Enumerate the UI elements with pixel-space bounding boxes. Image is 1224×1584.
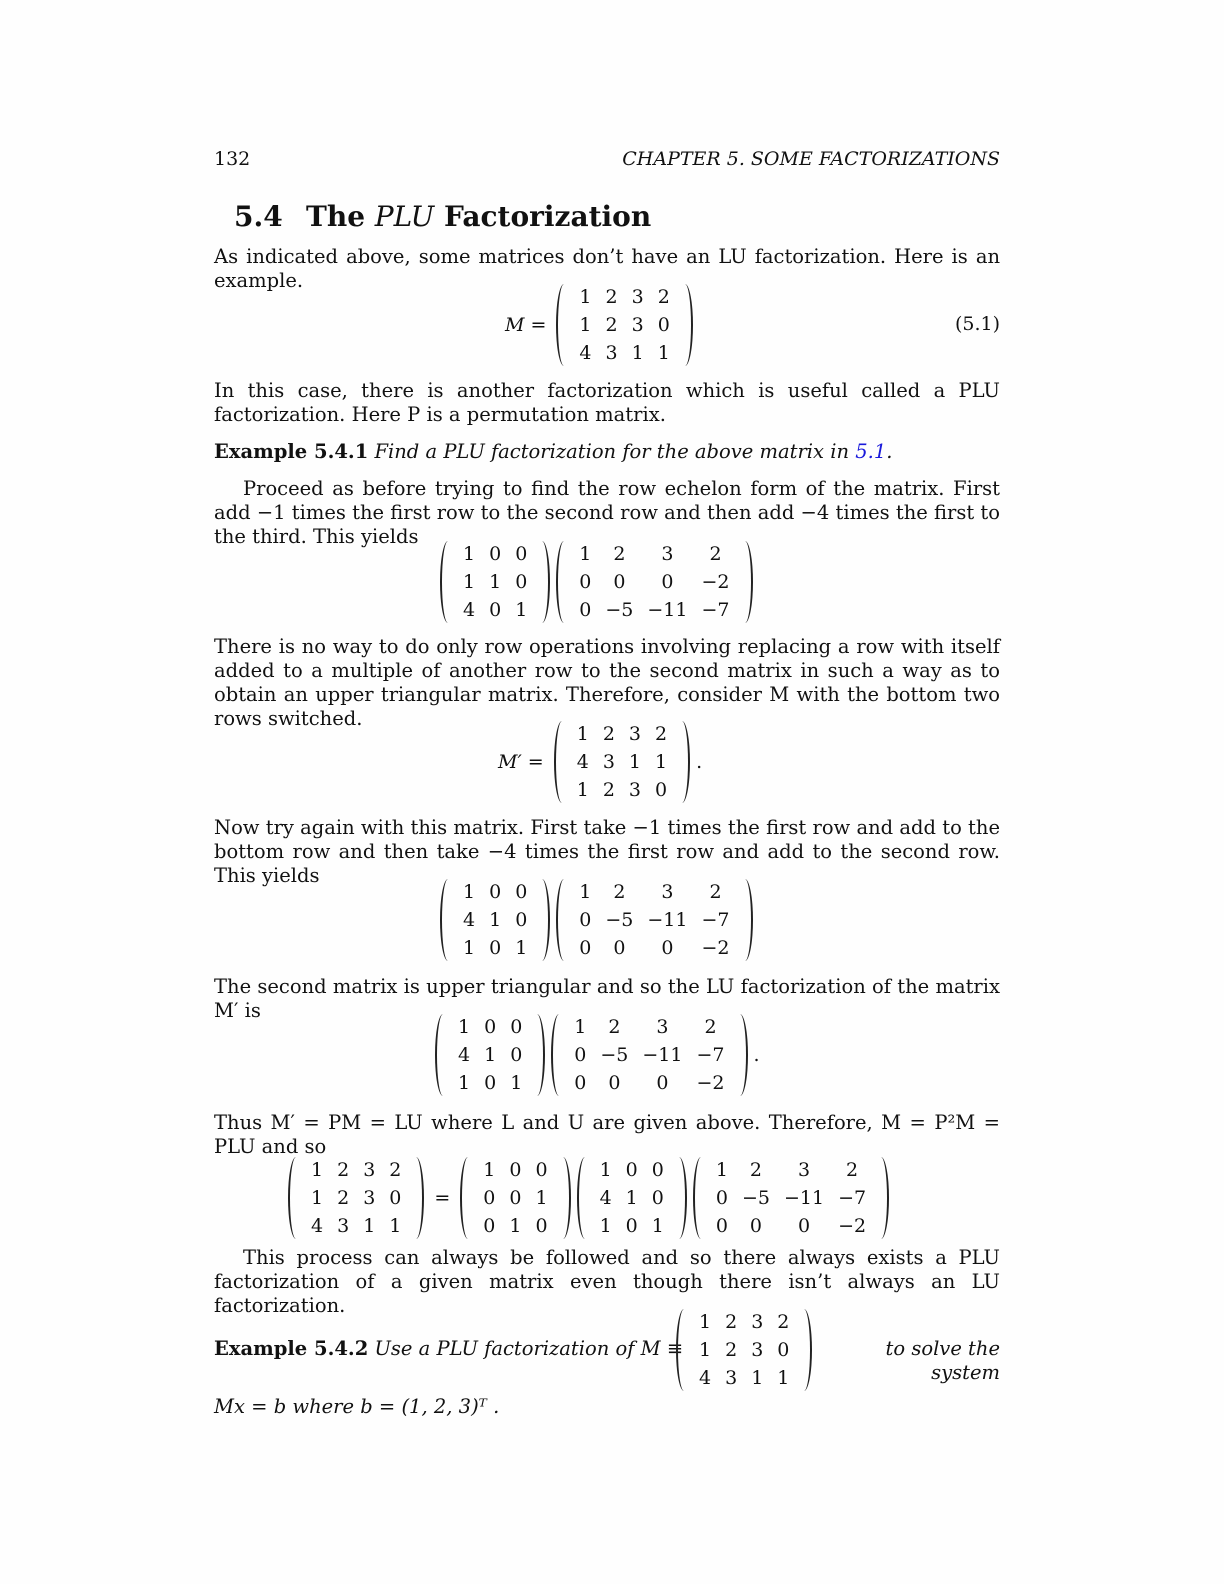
matrix-row bbox=[476, 1212, 554, 1240]
left-paren bbox=[554, 721, 570, 803]
right-paren bbox=[671, 1157, 687, 1239]
right-paren bbox=[529, 1014, 545, 1096]
matrix-entry: 1 bbox=[489, 909, 502, 931]
matrix-entry: 0 bbox=[535, 1159, 548, 1181]
matrix-row bbox=[456, 568, 534, 596]
matrix-entry: 0 bbox=[483, 1215, 496, 1237]
matrix-entry: 4 bbox=[699, 1367, 712, 1389]
matrix-entry: 0 bbox=[656, 1072, 669, 1094]
matrix-entry: 3 bbox=[337, 1215, 350, 1237]
matrix-entry: 2 bbox=[337, 1187, 350, 1209]
matrix-entry: 1 bbox=[484, 1044, 497, 1066]
matrix-row bbox=[567, 1013, 731, 1041]
matrix-row bbox=[572, 906, 736, 934]
matrix-M bbox=[692, 1308, 796, 1392]
matrix-row bbox=[304, 1212, 408, 1240]
left-paren bbox=[460, 1157, 476, 1239]
matrix-entry: 0 bbox=[484, 1016, 497, 1038]
matrix-entry: 3 bbox=[631, 314, 644, 336]
matrix-entry: 1 bbox=[628, 751, 642, 773]
matrix-entry: 1 bbox=[777, 1367, 790, 1389]
matrix-entry: 2 bbox=[709, 543, 722, 565]
matrix-L bbox=[456, 878, 534, 962]
matrix-entry: −11 bbox=[647, 909, 688, 931]
right-paren bbox=[534, 541, 550, 623]
example-matrix bbox=[676, 1308, 812, 1392]
paragraph-intro: As indicated above, some matrices don’t have an LU factorization. Here is an example. bbox=[214, 245, 1000, 292]
matrix-entry: 0 bbox=[509, 1159, 522, 1181]
matrix-entry: 2 bbox=[602, 779, 615, 801]
matrix bbox=[570, 720, 674, 804]
matrix-entry: 2 bbox=[389, 1159, 402, 1181]
matrix-entry: 2 bbox=[613, 543, 626, 565]
equation-lhs: M = bbox=[505, 314, 547, 336]
matrix-entry: 0 bbox=[489, 937, 502, 959]
right-paren bbox=[534, 879, 550, 961]
matrix-entry: 2 bbox=[846, 1159, 859, 1181]
section-title-post: Factorization bbox=[434, 200, 652, 233]
matrix-entry: −2 bbox=[701, 937, 730, 959]
matrix-entry: 3 bbox=[751, 1339, 764, 1361]
matrix-entry: 3 bbox=[628, 779, 642, 801]
matrix-entry: 1 bbox=[458, 1072, 471, 1094]
matrix-entry: 0 bbox=[574, 1072, 587, 1094]
matrix-entry: −2 bbox=[838, 1215, 867, 1237]
paragraph-try-again: Now try again with this matrix. First take −1 times the first row and add to the bottom row and then take −4 times the first row and add to the second row. This yields bbox=[214, 816, 1000, 887]
matrix-U bbox=[709, 1156, 873, 1240]
matrix-row bbox=[709, 1184, 873, 1212]
matrix-entry: −5 bbox=[741, 1187, 770, 1209]
equals-sign: = bbox=[434, 1187, 451, 1209]
matrix-row bbox=[572, 878, 736, 906]
matrix-entry: 1 bbox=[574, 1016, 587, 1038]
matrix-entry: 2 bbox=[337, 1159, 350, 1181]
matrix-row bbox=[451, 1041, 529, 1069]
matrix-entry: 1 bbox=[463, 881, 476, 903]
matrix-entry: 1 bbox=[657, 342, 670, 364]
matrix-entry: 3 bbox=[725, 1367, 738, 1389]
matrix-entry: 2 bbox=[725, 1339, 738, 1361]
matrix-entry: 1 bbox=[579, 543, 592, 565]
right-paren bbox=[737, 879, 753, 961]
matrix-row bbox=[567, 1069, 731, 1097]
matrix-row bbox=[570, 748, 674, 776]
matrix-entry: 0 bbox=[483, 1187, 496, 1209]
matrix-row bbox=[692, 1308, 796, 1336]
matrix-entry: 0 bbox=[625, 1159, 638, 1181]
example-text: Find a PLU factorization for the above matrix in bbox=[374, 440, 856, 463]
matrix-entry: 3 bbox=[661, 881, 674, 903]
matrix-entry: 2 bbox=[709, 881, 722, 903]
right-paren bbox=[555, 1157, 571, 1239]
matrix-entry: 0 bbox=[535, 1215, 548, 1237]
matrix-row bbox=[572, 596, 736, 624]
matrix-row bbox=[593, 1212, 671, 1240]
matrix-entry: 0 bbox=[574, 1044, 587, 1066]
right-paren bbox=[674, 721, 690, 803]
matrix-entry: 1 bbox=[579, 286, 592, 308]
matrix-entry: 0 bbox=[613, 571, 626, 593]
left-paren bbox=[556, 284, 572, 366]
section-number: 5.4 bbox=[234, 200, 283, 233]
matrix-row bbox=[709, 1156, 873, 1184]
matrix-entry: 1 bbox=[489, 571, 502, 593]
matrix-row bbox=[692, 1336, 796, 1364]
matrix-entry: 1 bbox=[751, 1367, 764, 1389]
equation-lhs: M′ = bbox=[498, 751, 544, 773]
matrix-entry: 0 bbox=[661, 571, 674, 593]
matrix-entry: 1 bbox=[483, 1159, 496, 1181]
matrix-entry: 3 bbox=[628, 723, 642, 745]
matrix-entry: 3 bbox=[363, 1159, 376, 1181]
matrix-row bbox=[593, 1184, 671, 1212]
matrix-L bbox=[451, 1013, 529, 1097]
chapter-title: CHAPTER 5. SOME FACTORIZATIONS bbox=[622, 148, 1000, 170]
matrix-entry: 0 bbox=[515, 543, 528, 565]
matrix-entry: 1 bbox=[699, 1311, 712, 1333]
matrix-row bbox=[709, 1212, 873, 1240]
right-paren bbox=[408, 1157, 424, 1239]
matrix-entry: 4 bbox=[311, 1215, 324, 1237]
matrix-entry: −11 bbox=[783, 1187, 825, 1209]
matrix-entry: 0 bbox=[579, 909, 592, 931]
matrix-entry: 1 bbox=[311, 1187, 324, 1209]
equation-m-prime bbox=[498, 720, 702, 804]
matrix-L bbox=[593, 1156, 671, 1240]
matrix-entry: 3 bbox=[363, 1187, 376, 1209]
matrix-entry: 2 bbox=[613, 881, 626, 903]
matrix-entry: 0 bbox=[625, 1215, 638, 1237]
matrix-row bbox=[304, 1156, 408, 1184]
matrix-entry: 0 bbox=[515, 571, 528, 593]
equation-plu bbox=[288, 1156, 889, 1240]
matrix-entry: −11 bbox=[642, 1044, 683, 1066]
left-paren bbox=[440, 879, 456, 961]
matrix-row bbox=[456, 934, 534, 962]
period: . bbox=[753, 1044, 760, 1066]
matrix-entry: 2 bbox=[602, 723, 615, 745]
matrix-entry: 1 bbox=[515, 599, 528, 621]
matrix-entry: 2 bbox=[725, 1311, 738, 1333]
matrix-row bbox=[456, 878, 534, 906]
example-label: Example 5.4.2 bbox=[214, 1337, 369, 1360]
matrix-entry: 0 bbox=[777, 1339, 790, 1361]
matrix-entry: −7 bbox=[701, 599, 730, 621]
matrix-entry: 2 bbox=[777, 1311, 790, 1333]
matrix-entry: 0 bbox=[489, 881, 502, 903]
matrix-entry: 1 bbox=[509, 1215, 522, 1237]
left-paren bbox=[551, 1014, 567, 1096]
matrix-entry: 0 bbox=[579, 571, 592, 593]
matrix-row bbox=[572, 339, 676, 367]
example-after-text: to solve the system bbox=[885, 1337, 1000, 1384]
matrix-entry: −5 bbox=[600, 1044, 629, 1066]
paragraph-thus: Thus M′ = PM = LU where L and U are given above. Therefore, M = P²M = PLU and so bbox=[214, 1111, 1000, 1158]
matrix-entry: 1 bbox=[699, 1339, 712, 1361]
paragraph-plu-intro: In this case, there is another factorization which is useful called a PLU factorization. Here P is a permutation matrix. bbox=[214, 379, 1000, 426]
matrix-row bbox=[476, 1156, 554, 1184]
matrix-row bbox=[456, 540, 534, 568]
equation-row-echelon-1 bbox=[440, 540, 753, 624]
matrix-entry: 2 bbox=[655, 723, 668, 745]
paragraph-upper-triangular: The second matrix is upper triangular and so the LU factorization of the matrix M′ is bbox=[214, 975, 1000, 1022]
matrix-entry: 0 bbox=[651, 1187, 664, 1209]
right-paren bbox=[737, 541, 753, 623]
matrix-entry: 0 bbox=[715, 1187, 728, 1209]
matrix-entry: 1 bbox=[651, 1215, 664, 1237]
matrix-row bbox=[692, 1364, 796, 1392]
matrix-entry: 3 bbox=[656, 1016, 669, 1038]
equation-row-echelon-2 bbox=[440, 878, 753, 962]
matrix-entry: 1 bbox=[655, 751, 668, 773]
matrix-entry: 1 bbox=[311, 1159, 324, 1181]
matrix-entry: 0 bbox=[484, 1072, 497, 1094]
matrix-entry: 1 bbox=[363, 1215, 376, 1237]
section-heading bbox=[234, 200, 651, 233]
matrix-M bbox=[304, 1156, 408, 1240]
matrix-entry: 1 bbox=[463, 543, 476, 565]
matrix-entry: 0 bbox=[661, 937, 674, 959]
matrix-entry: 2 bbox=[749, 1159, 762, 1181]
matrix-entry: 0 bbox=[515, 909, 528, 931]
matrix-entry: 1 bbox=[631, 342, 644, 364]
matrix-entry: 0 bbox=[489, 543, 502, 565]
matrix-entry: 1 bbox=[599, 1159, 612, 1181]
example-system: Mx = b where b = (1, 2, 3)ᵀ . bbox=[214, 1395, 500, 1418]
matrix-entry: 0 bbox=[608, 1072, 621, 1094]
matrix-entry: 0 bbox=[715, 1215, 728, 1237]
matrix-row bbox=[593, 1156, 671, 1184]
matrix-entry: 0 bbox=[655, 779, 668, 801]
matrix-entry: 0 bbox=[389, 1187, 402, 1209]
matrix-entry: 1 bbox=[625, 1187, 638, 1209]
matrix-entry: 0 bbox=[509, 1187, 522, 1209]
matrix-entry: 0 bbox=[510, 1016, 523, 1038]
matrix-entry: 2 bbox=[608, 1016, 621, 1038]
matrix-entry: 0 bbox=[510, 1044, 523, 1066]
matrix-row bbox=[570, 720, 674, 748]
matrix-entry: −7 bbox=[701, 909, 730, 931]
matrix-entry: −7 bbox=[838, 1187, 867, 1209]
equation-5-1 bbox=[505, 283, 693, 367]
matrix-U bbox=[572, 878, 736, 962]
matrix-row bbox=[572, 311, 676, 339]
matrix-entry: 0 bbox=[797, 1215, 811, 1237]
paragraph-process: This process can always be followed and so there always exists a PLU factorization of a given matrix even though there isn’t always an LU factorization. bbox=[214, 1246, 1000, 1317]
matrix-row bbox=[304, 1184, 408, 1212]
matrix-row bbox=[570, 776, 674, 804]
paragraph-row-ops: Proceed as before trying to find the row echelon form of the matrix. First add −1 times the first row to the second row and then add −4 times the first to the third. This yields bbox=[214, 477, 1000, 548]
matrix-entry: 1 bbox=[458, 1016, 471, 1038]
matrix-entry: 0 bbox=[613, 937, 626, 959]
matrix-row bbox=[476, 1184, 554, 1212]
matrix-entry: 3 bbox=[602, 751, 615, 773]
matrix-entry: −2 bbox=[701, 571, 730, 593]
matrix-entry: 4 bbox=[458, 1044, 471, 1066]
example-5-4-1 bbox=[214, 440, 1000, 464]
matrix-entry: 2 bbox=[605, 286, 618, 308]
equation-lu-m-prime bbox=[435, 1013, 760, 1097]
right-paren bbox=[732, 1014, 748, 1096]
left-paren bbox=[693, 1157, 709, 1239]
section-title-italic: PLU bbox=[374, 200, 435, 233]
matrix-entry: −2 bbox=[696, 1072, 725, 1094]
matrix-entry: 1 bbox=[576, 723, 589, 745]
matrix-row bbox=[572, 283, 676, 311]
matrix-entry: 3 bbox=[751, 1311, 764, 1333]
matrix-entry: 1 bbox=[715, 1159, 728, 1181]
matrix-entry: 1 bbox=[510, 1072, 523, 1094]
matrix-entry: 1 bbox=[599, 1215, 612, 1237]
matrix-row bbox=[572, 568, 736, 596]
running-header bbox=[214, 148, 1000, 172]
matrix-entry: 0 bbox=[749, 1215, 762, 1237]
right-paren bbox=[873, 1157, 889, 1239]
matrix-entry: 2 bbox=[704, 1016, 717, 1038]
matrix-entry: −5 bbox=[605, 909, 634, 931]
right-paren bbox=[796, 1309, 812, 1391]
matrix-entry: −7 bbox=[696, 1044, 725, 1066]
matrix-entry: 4 bbox=[599, 1187, 612, 1209]
matrix-entry: 1 bbox=[463, 937, 476, 959]
matrix-row bbox=[456, 906, 534, 934]
matrix-entry: 2 bbox=[605, 314, 618, 336]
equation-label: (5.1) bbox=[954, 313, 1000, 335]
matrix-entry: 1 bbox=[576, 779, 589, 801]
matrix-P bbox=[476, 1156, 554, 1240]
matrix-entry: 1 bbox=[535, 1187, 548, 1209]
left-paren bbox=[556, 541, 572, 623]
matrix-entry: 1 bbox=[389, 1215, 402, 1237]
matrix-entry: 4 bbox=[463, 599, 476, 621]
left-paren bbox=[676, 1309, 692, 1391]
section-title-pre: The bbox=[306, 200, 375, 233]
example-text: Use a PLU factorization of M ≡ bbox=[374, 1337, 684, 1360]
left-paren bbox=[577, 1157, 593, 1239]
matrix-U bbox=[567, 1013, 731, 1097]
matrix-row bbox=[451, 1013, 529, 1041]
matrix-L bbox=[456, 540, 534, 624]
matrix-entry: 1 bbox=[579, 314, 592, 336]
period: . bbox=[696, 751, 703, 773]
matrix-entry: 1 bbox=[463, 571, 476, 593]
matrix-entry: 1 bbox=[579, 881, 592, 903]
example-end: . bbox=[886, 440, 893, 463]
page-number: 132 bbox=[214, 148, 251, 170]
left-paren bbox=[440, 541, 456, 623]
matrix-entry: 0 bbox=[579, 937, 592, 959]
equation-reference-link[interactable]: 5.1 bbox=[855, 440, 887, 463]
matrix-entry: −5 bbox=[605, 599, 634, 621]
matrix-row bbox=[572, 934, 736, 962]
left-paren bbox=[288, 1157, 304, 1239]
matrix-entry: 3 bbox=[631, 286, 644, 308]
matrix bbox=[572, 283, 676, 367]
left-paren bbox=[435, 1014, 451, 1096]
matrix-entry: 1 bbox=[515, 937, 528, 959]
left-paren bbox=[556, 879, 572, 961]
matrix-entry: 2 bbox=[657, 286, 670, 308]
matrix-entry: 0 bbox=[657, 314, 670, 336]
matrix-row bbox=[567, 1041, 731, 1069]
example-label: Example 5.4.1 bbox=[214, 440, 369, 463]
paragraph-no-way: There is no way to do only row operations involving replacing a row with itself added to a multiple of another row to the second matrix in such a way as to obtain an upper triangular matrix. Therefore, consider M with the bottom two rows switched. bbox=[214, 635, 1000, 730]
matrix-entry: −11 bbox=[647, 599, 688, 621]
matrix-entry: 0 bbox=[515, 881, 528, 903]
matrix-entry: 3 bbox=[605, 342, 618, 364]
matrix-row bbox=[451, 1069, 529, 1097]
matrix-entry: 0 bbox=[579, 599, 592, 621]
matrix-entry: 3 bbox=[661, 543, 674, 565]
matrix-row bbox=[572, 540, 736, 568]
matrix-entry: 3 bbox=[797, 1159, 811, 1181]
matrix-entry: 4 bbox=[463, 909, 476, 931]
matrix-entry: 4 bbox=[576, 751, 589, 773]
right-paren bbox=[677, 284, 693, 366]
matrix-entry: 0 bbox=[489, 599, 502, 621]
matrix-entry: 0 bbox=[651, 1159, 664, 1181]
matrix-row bbox=[456, 596, 534, 624]
matrix-U bbox=[572, 540, 736, 624]
matrix-entry: 4 bbox=[579, 342, 592, 364]
